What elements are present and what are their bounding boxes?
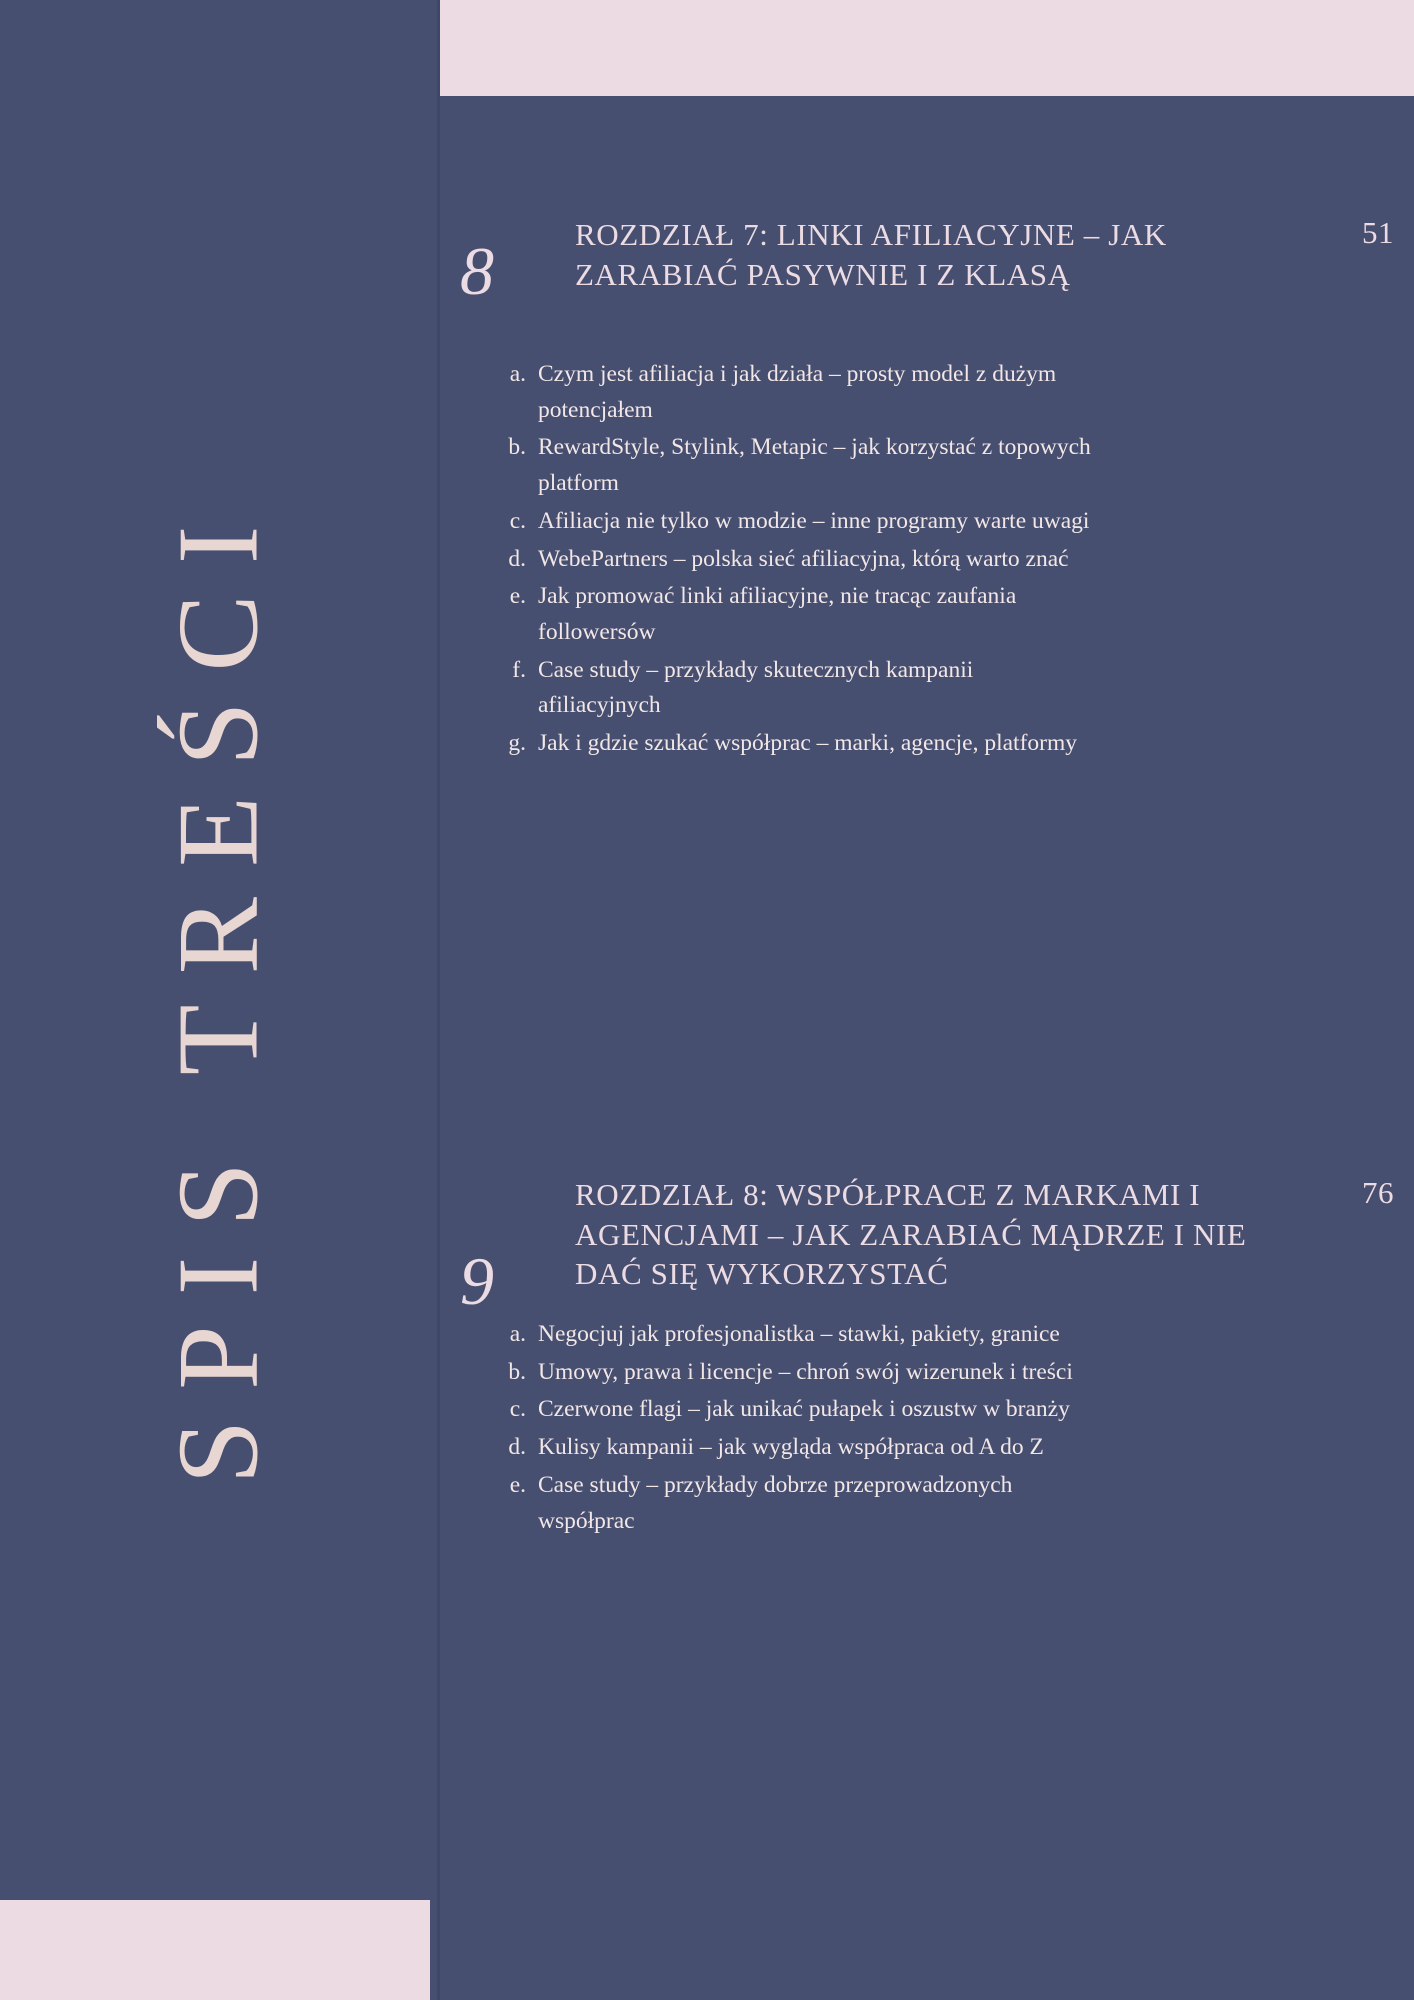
list-item-label: Czerwone flagi – jak unikać pułapek i oszustw w branży — [538, 1396, 1070, 1423]
list-item — [460, 504, 1414, 540]
list-item-label: Umowy, prawa i licencje – chroń swój wizerunek i treści — [538, 1358, 1073, 1385]
toc-entry — [460, 1175, 1414, 1541]
toc-content — [460, 0, 1414, 2000]
list-item-letter: b. — [508, 1358, 526, 1385]
list-item — [460, 1317, 1414, 1353]
list-item-letter: e. — [509, 1471, 526, 1498]
list-item-letter: a. — [509, 1321, 526, 1347]
chapter-title: ROZDZIAŁ 8: WSPÓŁPRACE Z MARKAMI I AGENCJAMI – JAK ZARABIAĆ MĄDRZE I NIE DAĆ SIĘ WYKORZYSTAĆ — [575, 1177, 1247, 1292]
list-item — [460, 542, 1414, 578]
list-item-letter: a. — [509, 361, 526, 387]
list-item-letter: f. — [512, 656, 526, 683]
list-item — [460, 653, 1414, 724]
subsection-list — [460, 357, 1414, 762]
list-item-label: RewardStyle, Stylink, Metapic – jak korzystać z topowych platform — [538, 434, 1091, 497]
list-item-letter: d. — [508, 1434, 526, 1461]
chapter-title: ROZDZIAŁ 7: LINKI AFILIACYJNE – JAK ZARABIAĆ PASYWNIE I Z KLASĄ — [575, 217, 1167, 292]
page-title: SPIS TREŚCI — [154, 495, 283, 1485]
list-item-label: WebePartners – polska sieć afiliacyjna, którą warto znać — [538, 545, 1069, 572]
list-item-letter: c. — [509, 1396, 526, 1423]
list-item — [460, 430, 1414, 501]
subsection-list — [460, 1317, 1414, 1539]
chapter-number: 8 — [460, 233, 494, 309]
list-item — [460, 1392, 1414, 1428]
list-item-label: Case study – przykłady skutecznych kampanii afiliacyjnych — [538, 656, 974, 719]
list-item — [460, 726, 1414, 762]
list-item-label: Case study – przykłady dobrze przeprowadzonych współprac — [538, 1471, 1013, 1534]
list-item-label: Jak promować linki afiliacyjne, nie tracąc zaufania followersów — [538, 583, 1017, 646]
list-item — [460, 1468, 1414, 1539]
list-item-label: Kulisy kampanii – jak wygląda współpraca od A do Z — [538, 1434, 1044, 1461]
toc-entry-header — [460, 1175, 1414, 1319]
list-item-letter: b. — [508, 434, 526, 461]
list-item-letter: d. — [508, 545, 526, 572]
chapter-page-number: 76 — [1362, 1175, 1394, 1210]
list-item-letter: e. — [509, 583, 526, 610]
list-item-label: Jak i gdzie szukać współprac – marki, agencje, platformy — [538, 730, 1077, 757]
toc-entry-header — [460, 215, 1414, 335]
vertical-divider — [437, 0, 440, 2000]
list-item-letter: c. — [509, 507, 526, 534]
list-item-label: Afiliacja nie tylko w modzie – inne programy warte uwagi — [538, 507, 1090, 534]
list-item — [460, 1355, 1414, 1391]
list-item — [460, 1430, 1414, 1466]
list-item — [460, 357, 1414, 428]
list-item-label: Czym jest afiliacja i jak działa – prosty model z dużym potencjałem — [538, 361, 1057, 423]
sidebar — [0, 0, 437, 2000]
list-item-letter: g. — [508, 730, 526, 757]
list-item — [460, 579, 1414, 650]
chapter-page-number: 51 — [1362, 215, 1394, 250]
chapter-number: 9 — [460, 1243, 494, 1319]
list-item-label: Negocjuj jak profesjonalistka – stawki, pakiety, granice — [538, 1321, 1060, 1347]
toc-entry — [460, 215, 1414, 764]
